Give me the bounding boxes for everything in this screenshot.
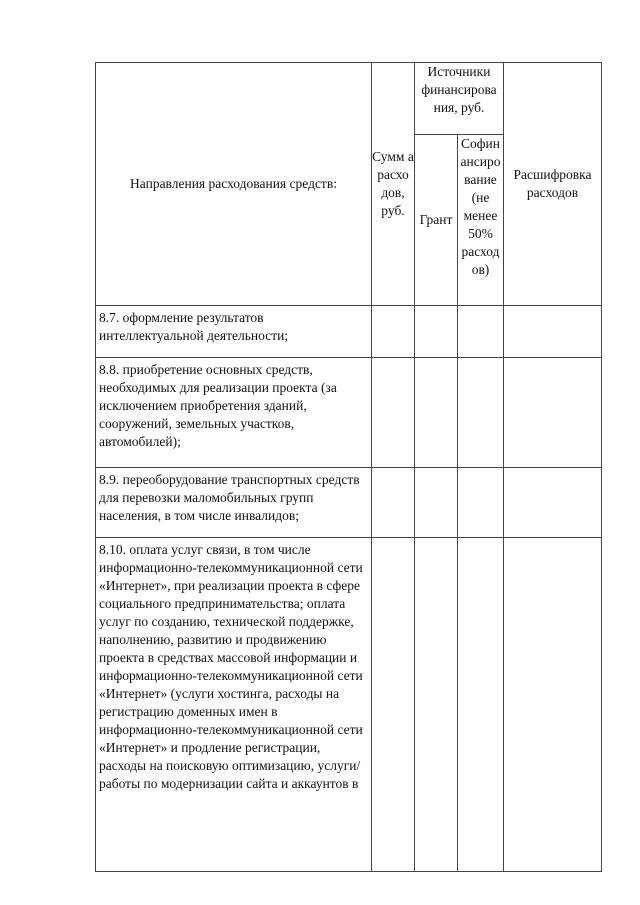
row-grant-cell [415,468,458,538]
header-cofinancing: Софин ансиро вание (не менее 50% расход ов) [458,135,504,306]
row-decoding-cell [504,306,602,358]
table-row [96,468,602,538]
row-sum-cell [372,306,415,358]
row-grant-cell [415,358,458,468]
row-decoding-cell [504,358,602,468]
header-direction: Направления расходования средств: [96,63,372,306]
header-grant: Грант [415,135,458,306]
row-decoding-cell [504,468,602,538]
row-cofinancing-cell [458,538,504,872]
row-description: 8.7. оформление результатов интеллектуальной деятельности; [96,306,372,358]
row-cofinancing-cell [458,306,504,358]
row-sum-cell [372,358,415,468]
header-sources: Источники финансирова ния, руб. [415,63,504,135]
table-row [96,306,602,358]
row-sum-cell [372,538,415,872]
table-row [96,358,602,468]
header-row-1 [96,63,602,135]
row-grant-cell [415,538,458,872]
row-grant-cell [415,306,458,358]
table-row [96,538,602,872]
row-description: 8.8. приобретение основных средств, необходимых для реализации проекта (за исключением приобретения зданий, сооружений, земельных участков, автомобилей); [96,358,372,468]
row-sum-cell [372,468,415,538]
row-decoding-cell [504,538,602,872]
row-description: 8.9. переоборудование транспортных средств для перевозки маломобильных групп населения, в том числе инвалидов; [96,468,372,538]
row-description: 8.10. оплата услуг связи, в том числе информационно-телекоммуникационной сети «Интернет», при реализации проекта в сфере социального предпринимательства; оплата услуг по созданию, технической поддержке, наполнению, развитию и продвижению проекта в средствах массовой информации и информационно-телекоммуникационной сети «Интернет» (услуги хостинга, расходы на регистрацию доменных имен в информационно-телекоммуникационной сети «Интернет» и продление регистрации, расходы на поисковую оптимизацию, услуги/работы по модернизации сайта и аккаунтов в [96,538,372,872]
row-cofinancing-cell [458,468,504,538]
expenses-table [95,62,602,872]
header-decoding: Расшифровка расходов [504,63,602,306]
header-sum: Сумм а расхо дов, руб. [372,63,415,306]
row-cofinancing-cell [458,358,504,468]
